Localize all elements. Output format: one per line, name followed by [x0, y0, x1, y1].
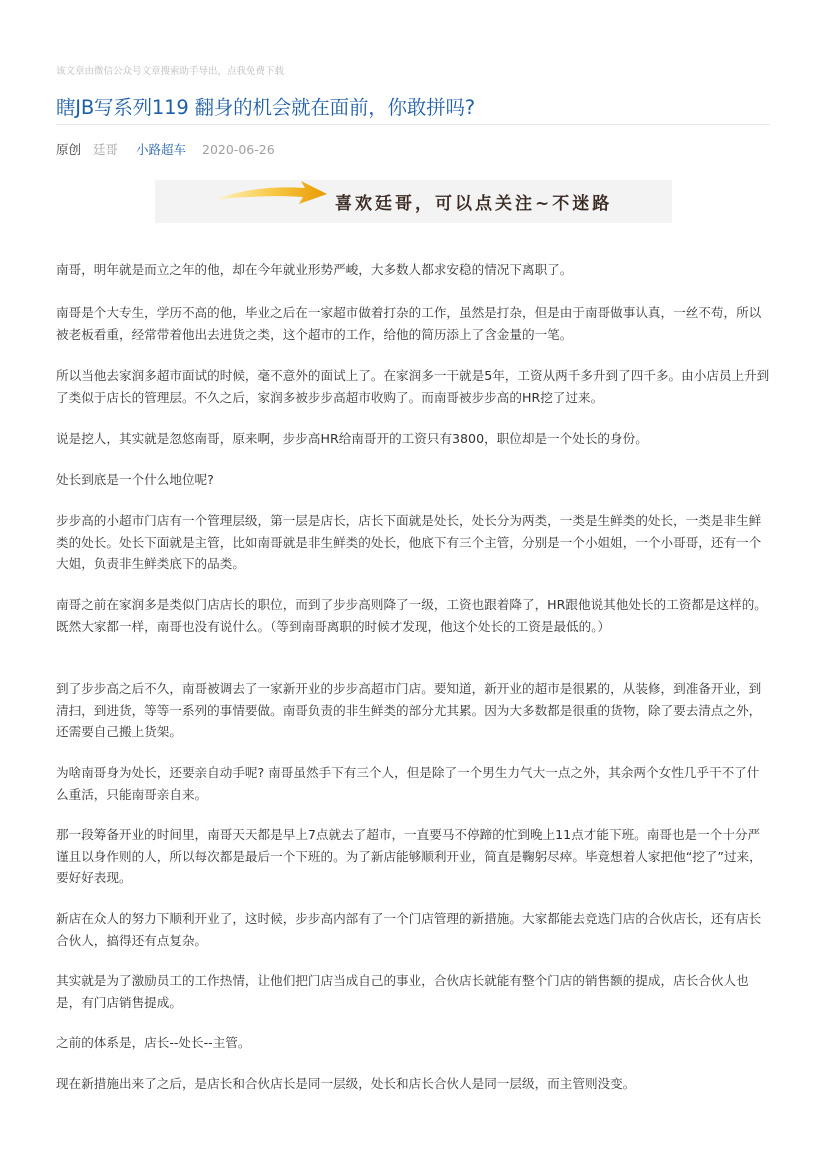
paragraph: 南哥，明年就是而立之年的他，却在今年就业形势严峻，大多数人都求安稳的情况下离职了。: [56, 262, 573, 277]
paragraph: 现在新措施出来了之后，是店长和合伙店长是同一层级，处长和店长合伙人是同一层级，而主管则没变。: [56, 1076, 636, 1091]
paragraph: 所以当他去家润多超市面试的时候，毫不意外的面试上了。在家润多一干就是5年，工资从两千多升到了四千多。由小店员上升到了类似于店长的管理层。不久之后，家润多被步步高超市收购了。而南哥被步步高的HR挖了过来。: [56, 368, 770, 405]
article-meta: [56, 140, 283, 158]
paragraph: 其实就是为了激励员工的工作热情，让他们把门店当成自己的事业，合伙店长就能有整个门店的销售额的提成，店长合伙人也是，有门店销售提成。: [56, 973, 749, 1010]
original-label: 原创: [56, 142, 82, 157]
paragraph: 之前的体系是，店长--处长--主管。: [56, 1035, 251, 1050]
article-title: 瞎JB写系列119 翻身的机会就在面前，你敢拼吗?: [56, 96, 475, 119]
account-link[interactable]: 小路超车: [136, 142, 187, 157]
publish-date: 2020-06-26: [202, 142, 275, 157]
paragraph: 说是挖人，其实就是忽悠南哥，原来啊，步步高HR给南哥开的工资只有3800，职位却是一个处长的身份。: [56, 431, 648, 446]
paragraph: 那一段筹备开业的时间里，南哥天天都是早上7点就去了超市，一直要马不停蹄的忙到晚上11点才能下班。南哥也是一个十分严谨且以身作则的人，所以每次都是最后一个下班的。为了新店能够顺利开业，简直是鞠躬尽瘁。毕竟想着人家把他“挖了”过来，要好好表现。: [56, 827, 762, 885]
paragraph: 为啥南哥身为处长，还要亲自动手呢? 南哥虽然手下有三个人，但是除了一个男生力气大一点之外，其余两个女性几乎干不了什么重活，只能南哥亲自来。: [56, 765, 760, 802]
paragraph: 新店在众人的努力下顺利开业了，这时候，步步高内部有了一个门店管理的新措施。大家都能去竞选门店的合伙店长，还有店长合伙人，搞得还有点复杂。: [56, 911, 762, 948]
paragraph: 到了步步高之后不久，南哥被调去了一家新开业的步步高超市门店。要知道，新开业的超市是很累的，从装修，到准备开业，到清扫，到进货，等等一系列的事情要做。南哥负责的非生鲜类的部分尤其累。因为大多数都是很重的货物，除了要去清点之外，还需要自己搬上货架。: [56, 681, 762, 739]
paragraph: 南哥是个大专生，学历不高的他，毕业之后在一家超市做着打杂的工作，虽然是打杂，但是由于南哥做事认真，一丝不苟，所以被老板看重，经常带着他出去进货之类，这个超市的工作，给他的简历添上了含金量的一笔。: [56, 305, 762, 342]
paragraph: 处长到底是一个什么地位呢?: [56, 472, 214, 487]
author-name: 廷哥: [93, 142, 119, 157]
export-notice-link[interactable]: 该文章由微信公众号文章搜索助手导出，点我免费下载: [56, 66, 285, 77]
banner-text: 喜欢廷哥，可以点关注~不迷路: [335, 194, 613, 214]
follow-banner-image: [155, 180, 672, 223]
title-divider: [56, 124, 770, 125]
paragraph: 南哥之前在家润多是类似门店店长的职位，而到了步步高则降了一级，工资也跟着降了，HR跟他说其他处长的工资都是这样的。既然大家都一样，南哥也没有说什么。（等到南哥离职的时候才发现，他这个处长的工资是最低的。）: [56, 597, 767, 634]
paragraph: 步步高的小超市门店有一个管理层级，第一层是店长，店长下面就是处长，处长分为两类，一类是生鲜类的处长，一类是非生鲜类的处长。处长下面就是主管，比如南哥就是非生鲜类的处长，他底下有三个主管，分别是一个小姐姐，一个小哥哥，还有一个大姐，负责非生鲜类底下的品类。: [56, 513, 762, 571]
